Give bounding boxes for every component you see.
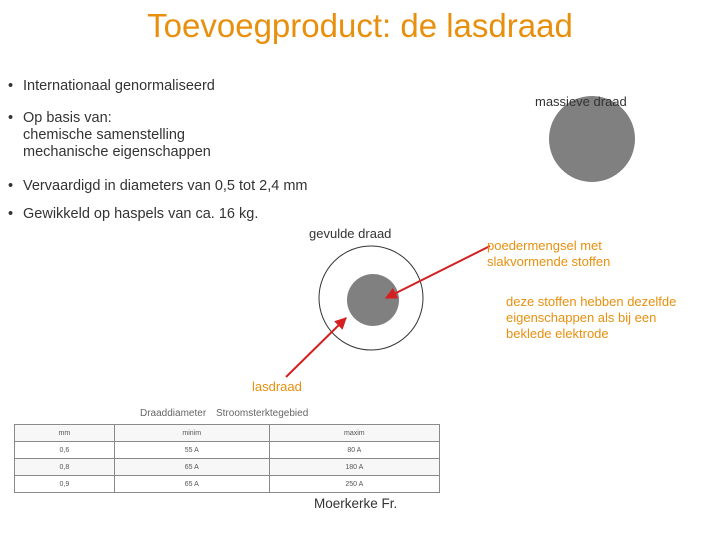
label-stoffen-note [506,294,676,342]
bullet-dot: • [8,78,14,94]
bullet-text: Internationaal genormaliseerd [23,78,215,94]
table-cell: 55 A [114,442,269,459]
table-cell: 180 A [269,459,439,476]
table-cell: 65 A [114,459,269,476]
column-header: mm [15,425,115,442]
bullet-dot: • [8,178,14,194]
table-cell: 0,9 [15,476,115,493]
label-massieve-draad: massieve draad [535,94,627,109]
bullet-subline: mechanische eigenschappen [23,144,211,160]
label-line: slakvormende stoffen [487,254,611,269]
table-heading-current: Stroomsterktegebied [216,408,309,419]
slide-title: Toevoegproduct: de lasdraad [147,7,573,44]
label-line: eigenschappen als bij een [506,310,657,325]
label-poedermengsel [487,238,610,270]
bullet-dot: • [8,206,14,222]
current-range-table [14,424,440,493]
bullet-text: Op basis van: [23,110,112,126]
column-header: maxim [269,425,439,442]
footer-author: Moerkerke Fr. [314,496,398,511]
table-cell: 80 A [269,442,439,459]
bullet-dot: • [8,110,14,126]
bullet-text: Vervaardigd in diameters van 0,5 tot 2,4 mm [23,178,308,194]
table-row [15,459,440,476]
table-row [15,476,440,493]
label-line: poedermengsel met [487,238,602,253]
filled-wire-core [347,274,399,326]
table-cell: 0,6 [15,442,115,459]
label-lasdraad: lasdraad [252,379,302,394]
label-line: deze stoffen hebben dezelfde [506,294,677,309]
column-header: minim [114,425,269,442]
table-cell: 0,8 [15,459,115,476]
table-heading-diameter: Draaddiameter [140,408,207,419]
table-cell: 250 A [269,476,439,493]
bullet-text: Gewikkeld op haspels van ca. 16 kg. [23,206,259,222]
label-gevulde-draad: gevulde draad [309,226,392,241]
wire-arrow [286,318,346,377]
bullet-subline: chemische samenstelling [23,127,185,143]
table-cell: 65 A [114,476,269,493]
table-row [15,442,440,459]
table-header-row [15,425,440,442]
label-line: beklede elektrode [506,326,609,341]
